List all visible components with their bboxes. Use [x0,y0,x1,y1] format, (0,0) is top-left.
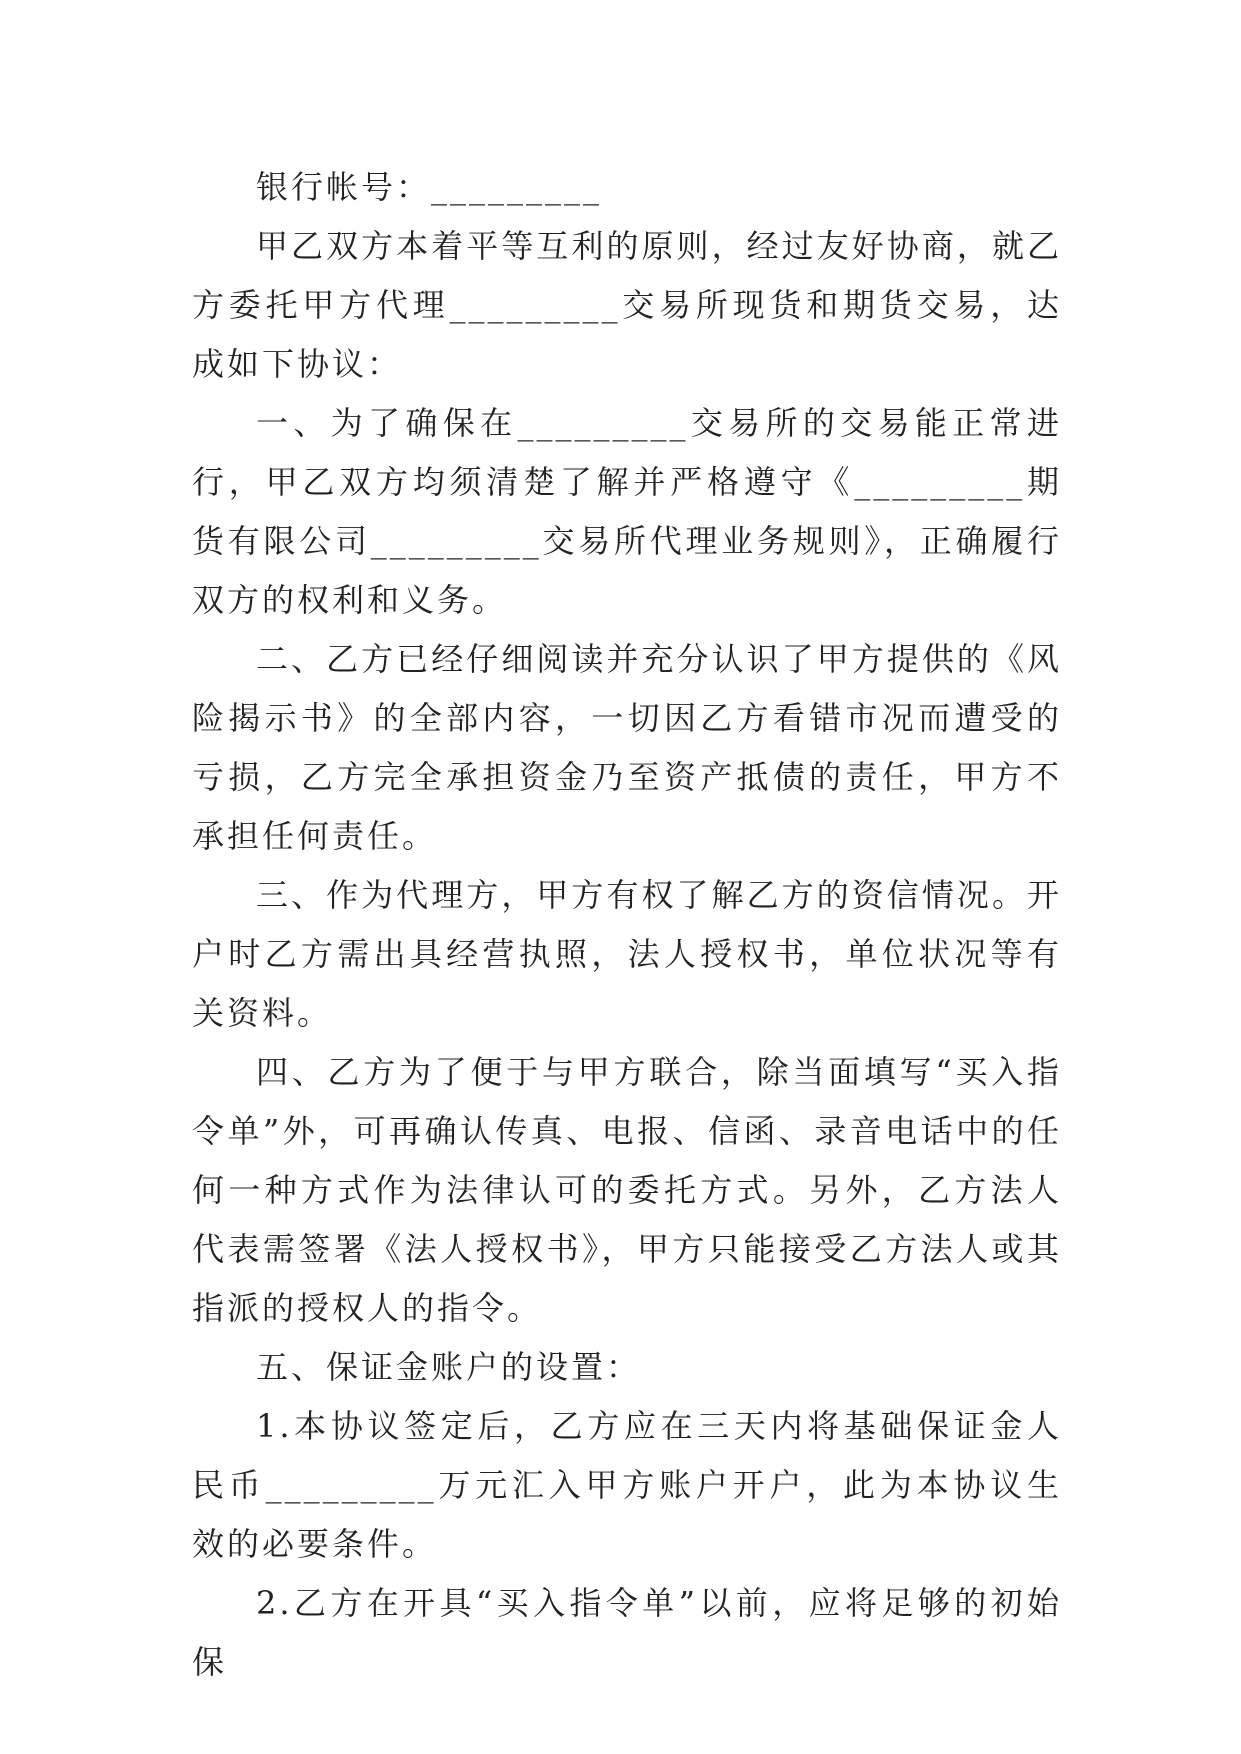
clause-3-paragraph: 三、作为代理方，甲方有权了解乙方的资信情况。开户时乙方需出具经营执照，法人授权书，单位状况等有关资料。 [192,876,1062,1032]
clause-2-paragraph: 二、乙方已经仔细阅读并充分认识了甲方提供的《风险揭示书》的全部内容，一切因乙方看错市况而遭受的亏损，乙方完全承担资金乃至资产抵债的责任，甲方不承担任何责任。 [192,640,1062,855]
clause-5-item-2: 2.乙方在开具“买入指令单”以前，应将足够的初始保 [192,1584,1062,1681]
preamble-paragraph: 甲乙双方本着平等互利的原则，经过友好协商，就乙方委托甲方代理_________交易所现货和期货交易，达成如下协议： [192,227,1062,383]
document-body [192,158,1062,1692]
bank-account-line: 银行帐号：_________ [256,168,603,206]
clause-4-paragraph: 四、乙方为了便于与甲方联合，除当面填写“买入指令单”外，可再确认传真、电报、信函、录音电话中的任何一种方式作为法律认可的委托方式。另外，乙方法人代表需签署《法人授权书》，甲方只能接受乙方法人或其指派的授权人的指令。 [192,1053,1062,1327]
clause-5-heading: 五、保证金账户的设置： [256,1348,642,1386]
clause-1-paragraph: 一、为了确保在_________交易所的交易能正常进行，甲乙双方均须清楚了解并严格遵守《_________期货有限公司_________交易所代理业务规则》，正确履行双方的权利和义务。 [192,404,1062,619]
clause-5-item-1: 1.本协议签定后，乙方应在三天内将基础保证金人民币_________万元汇入甲方账户开户，此为本协议生效的必要条件。 [192,1407,1062,1563]
